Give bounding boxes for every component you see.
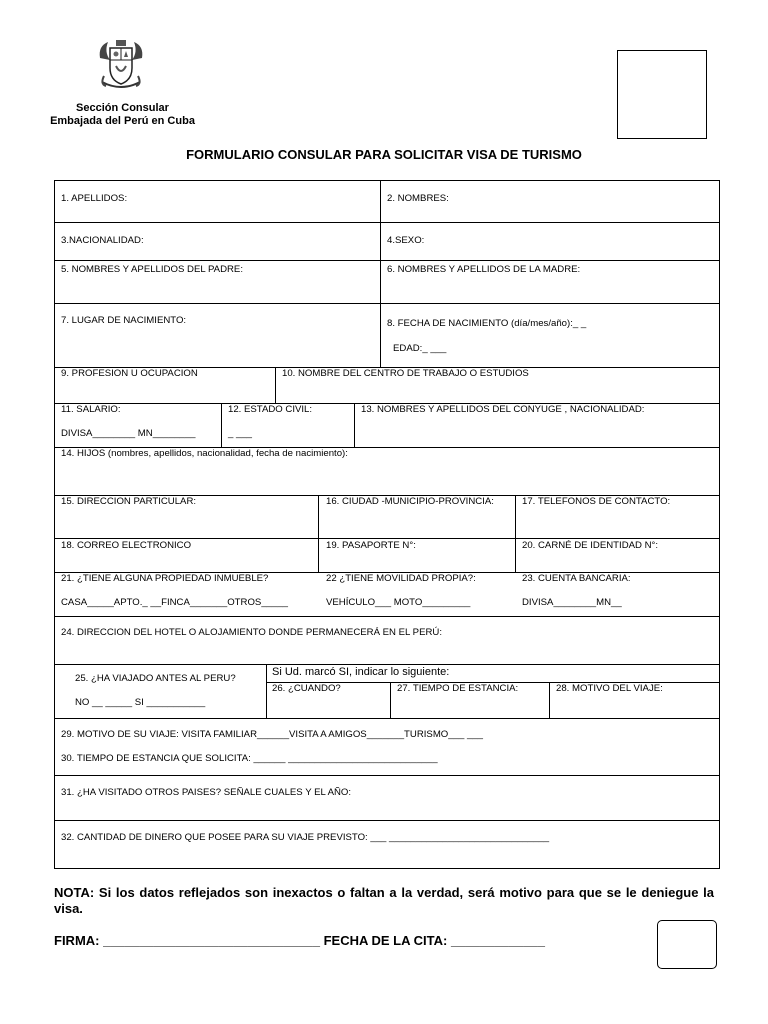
row-divider: [55, 538, 719, 539]
field-profesion[interactable]: 9. PROFESION U OCUPACION: [61, 368, 198, 379]
consulate-header: [40, 102, 205, 128]
nota-warning: NOTA: Si los datos reflejados son inexactos o faltan a la verdad, será motivo para que se le deniegue la visa.: [54, 885, 714, 916]
field-cuenta-opciones[interactable]: DIVISA________MN__: [522, 597, 622, 608]
field-carne[interactable]: 20. CARNÉ DE IDENTIDAD N°:: [522, 540, 659, 551]
field-motivo-viaje[interactable]: 28. MOTIVO DEL VIAJE:: [556, 683, 663, 694]
col-divider: [380, 181, 381, 367]
field-conyuge[interactable]: 13. NOMBRES Y APELLIDOS DEL CONYUGE , NACIONALIDAD:: [361, 404, 645, 415]
stamp-box: [657, 920, 717, 969]
row-divider: [55, 664, 719, 665]
coat-of-arms-emblem: [96, 38, 146, 92]
field-viajado-antes[interactable]: 25. ¿HA VIAJADO ANTES AL PERU?: [75, 673, 236, 684]
row-divider: [55, 775, 719, 776]
field-hijos[interactable]: 14. HIJOS (nombres, apellidos, nacionalidad, fecha de nacimiento):: [61, 448, 348, 459]
col-divider: [275, 367, 276, 403]
field-propiedad-opciones[interactable]: CASA_____APTO._ __FINCA_______OTROS_____: [61, 597, 289, 608]
col-divider: [318, 495, 319, 572]
row-divider: [55, 260, 719, 261]
row-divider: [55, 718, 719, 719]
field-telefonos[interactable]: 17. TELEFONOS DE CONTACTO:: [522, 496, 671, 507]
firma-line[interactable]: FIRMA: ______________________________ FECHA DE LA CITA: _____________: [54, 933, 545, 948]
col-divider: [515, 495, 516, 572]
field-movilidad-opciones[interactable]: VEHÍCULO___ MOTO_________: [326, 597, 471, 608]
field-salario[interactable]: 11. SALARIO:: [61, 404, 121, 415]
field-fecha-nacimiento[interactable]: 8. FECHA DE NACIMIENTO (día/mes/año):_ _: [387, 318, 587, 329]
field-correo[interactable]: 18. CORREO ELECTRONICO: [61, 540, 192, 551]
row-divider: [55, 616, 719, 617]
col-divider: [390, 682, 391, 718]
field-edad[interactable]: EDAD:_ ___: [393, 343, 447, 354]
section-name: Sección Consular: [76, 102, 169, 114]
field-nacionalidad[interactable]: 3.NACIONALIDAD:: [61, 235, 144, 246]
field-cuenta-bancaria[interactable]: 23. CUENTA BANCARIA:: [522, 573, 631, 584]
field-tiempo-estancia[interactable]: 27. TIEMPO DE ESTANCIA:: [397, 683, 519, 694]
field-lugar-nacimiento[interactable]: 7. LUGAR DE NACIMIENTO:: [61, 315, 187, 326]
note-si-marco: Si Ud. marcó SI, indicar lo siguiente:: [272, 666, 450, 678]
field-centro-trabajo[interactable]: 10. NOMBRE DEL CENTRO DE TRABAJO O ESTUDIOS: [282, 368, 529, 379]
field-estado-civil[interactable]: 12. ESTADO CIVIL:: [228, 404, 313, 415]
field-movilidad[interactable]: 22 ¿TIENE MOVILIDAD PROPIA?:: [326, 573, 476, 584]
field-tiempo-solicita[interactable]: 30. TIEMPO DE ESTANCIA QUE SOLICITA: ______ ____________________________: [61, 753, 438, 764]
col-divider: [354, 403, 355, 447]
row-divider: [55, 303, 719, 304]
field-viajado-opciones[interactable]: NO __ _____ SI ___________: [75, 697, 206, 708]
col-divider: [266, 664, 267, 718]
col-divider: [221, 403, 222, 447]
field-sexo[interactable]: 4.SEXO:: [387, 235, 425, 246]
field-nombres[interactable]: 2. NOMBRES:: [387, 193, 449, 204]
row-divider: [55, 820, 719, 821]
field-salario-divisa[interactable]: DIVISA________ MN________: [61, 428, 196, 439]
field-pasaporte[interactable]: 19. PASAPORTE N°:: [326, 540, 416, 551]
field-ciudad[interactable]: 16. CIUDAD -MUNICIPIO-PROVINCIA:: [326, 496, 494, 507]
field-propiedad[interactable]: 21. ¿TIENE ALGUNA PROPIEDAD INMUEBLE?: [61, 573, 269, 584]
field-estado-civil-blank[interactable]: _ ___: [228, 428, 253, 439]
field-dinero[interactable]: 32. CANTIDAD DE DINERO QUE POSEE PARA SU VIAJE PREVISTO: ___ ______________________________: [61, 832, 550, 843]
field-motivo-su-viaje[interactable]: 29. MOTIVO DE SU VIAJE: VISITA FAMILIAR______VISITA A AMIGOS_______TURISMO___ ___: [61, 729, 483, 740]
field-madre[interactable]: 6. NOMBRES Y APELLIDOS DE LA MADRE:: [387, 264, 581, 275]
field-cuando[interactable]: 26. ¿CUANDO?: [272, 683, 341, 694]
field-padre[interactable]: 5. NOMBRES Y APELLIDOS DEL PADRE:: [61, 264, 243, 275]
field-apellidos[interactable]: 1. APELLIDOS:: [61, 193, 128, 204]
embassy-name: Embajada del Perú en Cuba: [50, 115, 195, 127]
field-direccion[interactable]: 15. DIRECCION PARTICULAR:: [61, 496, 197, 507]
form-title: FORMULARIO CONSULAR PARA SOLICITAR VISA DE TURISMO: [186, 147, 582, 162]
field-otros-paises[interactable]: 31. ¿HA VISITADO OTROS PAISES? SEÑALE CUALES Y EL AÑO:: [61, 787, 352, 798]
col-divider: [549, 682, 550, 718]
form-table: [54, 180, 720, 869]
photo-box: [617, 50, 707, 139]
field-hotel[interactable]: 24. DIRECCION DEL HOTEL O ALOJAMIENTO DONDE PERMANECERÁ EN EL PERÚ:: [61, 627, 442, 638]
row-divider: [55, 222, 719, 223]
